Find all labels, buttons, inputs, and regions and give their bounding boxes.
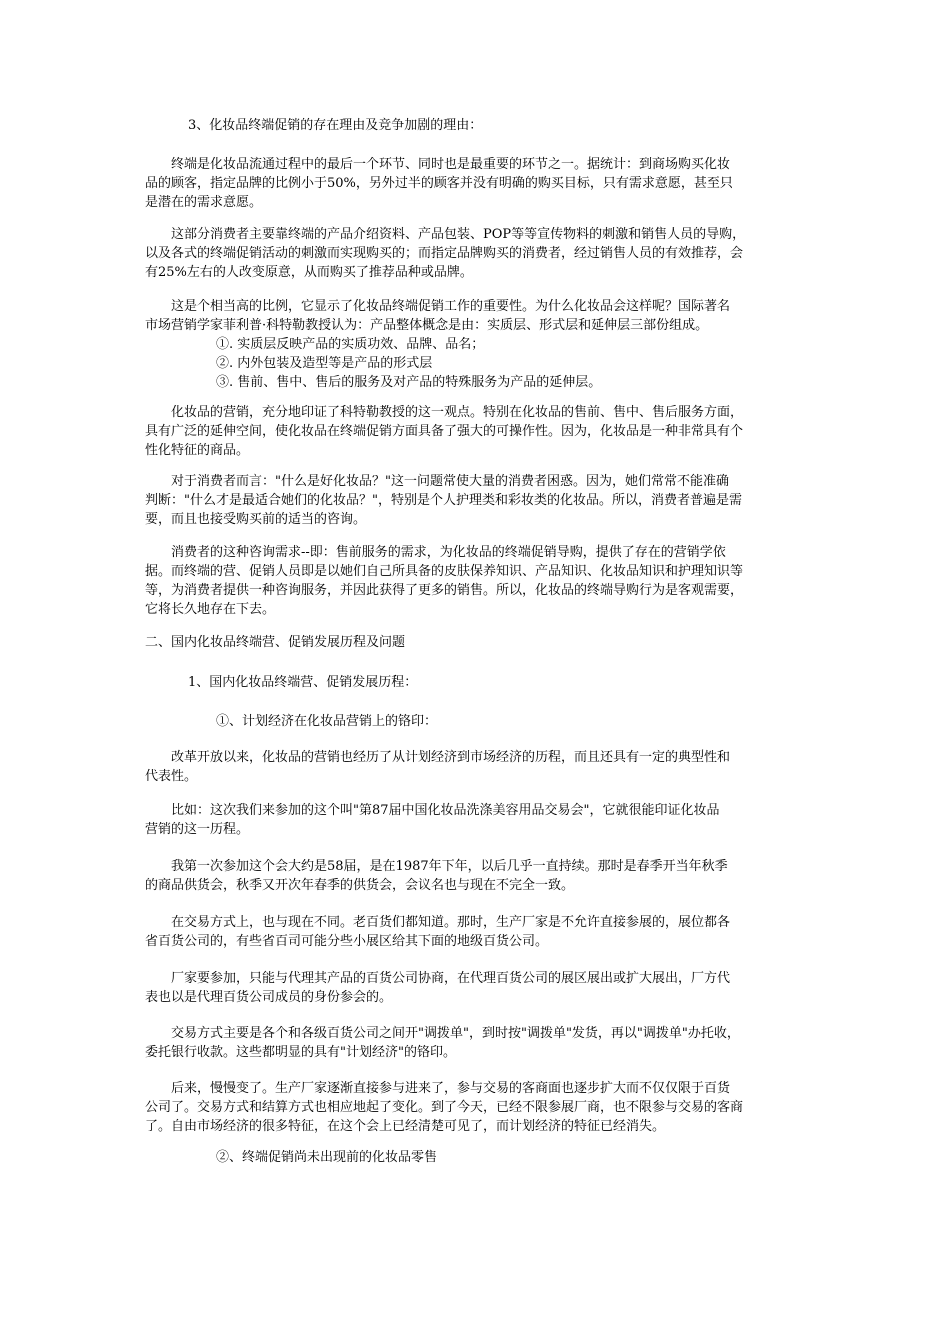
paragraph: 改革开放以来，化妆品的营销也经历了从计划经济到市场经济的历程，而且还具有一定的典型性和 代表性。 — [145, 750, 731, 784]
list-item: ②. 内外包装及造型等是产品的形式层 — [216, 356, 433, 371]
paragraph: 对于消费者而言："什么是好化妆品？"这一问题常使大量的消费者困惑。因为，她们常常不能准确 判断："什么才是最适合她们的化妆品？"，特别是个人护理类和彩妆类的化妆品。所以，消费者普遍是需 要，而且也接受购买前的适当的咨询。 — [145, 474, 742, 527]
paragraph: 这是个相当高的比例，它显示了化妆品终端促销工作的重要性。为什么化妆品会这样呢？国际著名 市场营销学家菲利普·科特勒教授认为：产品整体概念是由：实质层、形式层和延伸层三部份组成。 — [145, 299, 731, 333]
subsection-heading: ②、终端促销尚未出现前的化妆品零售 — [216, 1150, 438, 1165]
list-item: ①. 实质层反映产品的实质功效、品牌、品名； — [216, 337, 485, 352]
subsection-heading: ①、计划经济在化妆品营销上的铬印： — [216, 714, 438, 729]
paragraph: 消费者的这种咨询需求--即：售前服务的需求，为化妆品的终端促销导购，提供了存在的营销学依 据。而终端的营、促销人员即是以她们自己所具备的皮肤保养知识、产品知识、化妆品知识和护理知识等 等，为消费者提供一种咨询服务，并因此获得了更多的销售。所以，化妆品的终端导购行为是客观需要， 它将长久地存在下去。 — [145, 545, 744, 617]
paragraph: 化妆品的营销，充分地印证了科特勒教授的这一观点。特别在化妆品的售前、售中、售后服务方面， 具有广泛的延伸空间，使化妆品在终端促销方面具备了强大的可操作性。因为，化妆品是一种非常具有个 性化特征的商品。 — [145, 405, 744, 458]
list-item: ③. 售前、售中、售后的服务及对产品的特殊服务为产品的延伸层。 — [216, 375, 602, 390]
paragraph: 在交易方式上，也与现在不同。老百货们都知道。那时，生产厂家是不允许直接参展的，展位都各 省百货公司的，有些省百司可能分些小展区给其下面的地级百货公司。 — [145, 915, 731, 949]
subsection-heading: 1、国内化妆品终端营、促销发展历程： — [188, 675, 418, 690]
paragraph: 比如：这次我们来参加的这个叫"第87届中国化妆品洗涤美容用品交易会"，它就很能印证化妆品 营销的这一历程。 — [145, 803, 720, 837]
paragraph: 交易方式主要是各个和各级百货公司之间开"调拨单"，到时按"调拨单"发货，再以"调拨单"办托收， 委托银行收款。这些都明显的具有"计划经济"的铬印。 — [145, 1026, 740, 1060]
chapter-heading: 二、国内化妆品终端营、促销发展历程及问题 — [145, 635, 406, 650]
paragraph: 我第一次参加这个会大约是58届，是在1987年下年，以后几乎一直持续。那时是春季开当年秋季 的商品供货会，秋季又开次年春季的供货会，会议名也与现在不完全一致。 — [145, 859, 728, 893]
paragraph: 厂家要参加，只能与代理其产品的百货公司协商，在代理百货公司的展区展出或扩大展出，厂方代 表也以是代理百货公司成员的身份参会的。 — [145, 971, 731, 1005]
section-heading-3: 3、化妆品终端促销的存在理由及竞争加剧的理由： — [188, 118, 483, 133]
paragraph: 后来，慢慢变了。生产厂家逐渐直接参与进来了，参与交易的客商面也逐步扩大而不仅仅限于百货 公司了。交易方式和结算方式也相应地起了变化。到了今天，已经不限参展厂商，也不限参与交易的客商 了。自由市场经济的很多特征，在这个会上已经清楚可见了，而计划经济的特征已经消失。 — [145, 1081, 744, 1134]
paragraph: 终端是化妆品流通过程中的最后一个环节、同时也是最重要的环节之一。据统计：到商场购买化妆 品的顾客，指定品牌的比例小于50%，另外过半的顾客并没有明确的购买目标，只有需求意愿，甚至只 是潜在的需求意愿。 — [145, 157, 733, 210]
paragraph: 这部分消费者主要靠终端的产品介绍资料、产品包装、POP等等宣传物料的刺激和销售人员的导购， 以及各式的终端促销活动的刺激而实现购买的；而指定品牌购买的消费者，经过销售人员的有效推荐，会 有25%左右的人改变原意，从而购买了推荐品种或品牌。 — [145, 227, 746, 280]
